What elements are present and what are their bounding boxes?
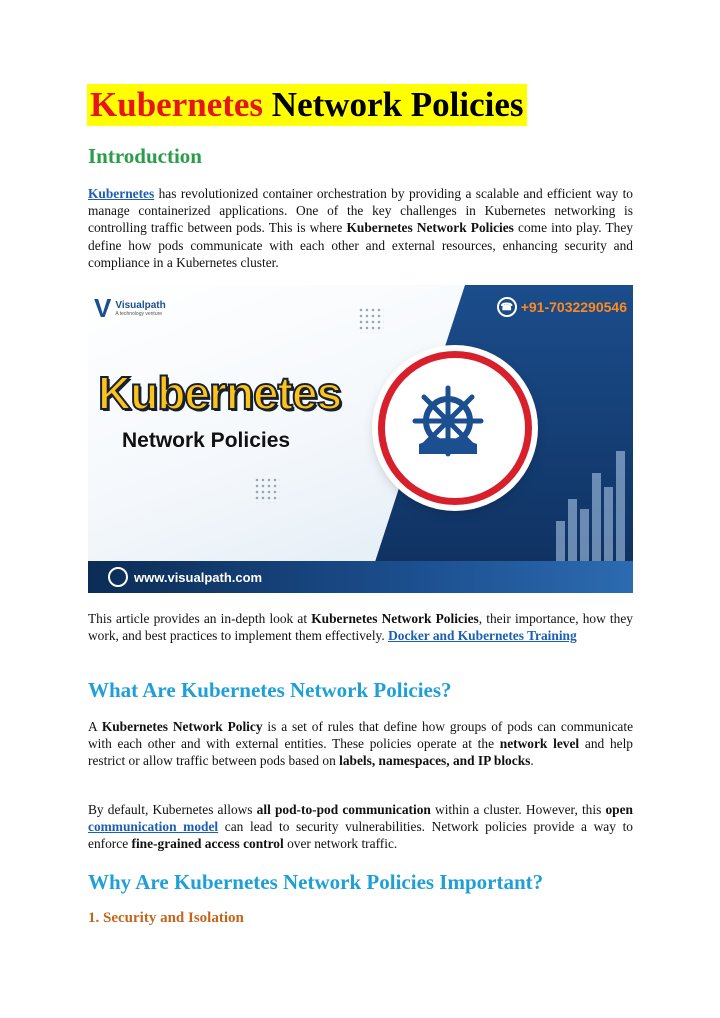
- website-label: [108, 567, 262, 587]
- title-rest: Network Policies: [263, 85, 524, 124]
- what-p2-text-c: within a cluster. However, this: [430, 802, 606, 817]
- logo-v-mark: V: [94, 293, 112, 323]
- title-highlight: Kubernetes: [90, 85, 264, 124]
- what-p2-bold-d: open: [605, 802, 633, 817]
- phone-icon: ☎: [497, 297, 517, 317]
- article-text-2: , their importance, how they work, and best practices to implement them effectively.: [88, 611, 633, 644]
- phone-contact: [497, 297, 627, 317]
- communication-model-link[interactable]: communication model: [88, 819, 219, 835]
- visualpath-logo: [94, 295, 166, 321]
- article-paragraph: [88, 610, 633, 644]
- article-bold-1: Kubernetes Network Policies: [311, 611, 479, 626]
- introduction-heading: Introduction: [88, 144, 202, 168]
- intro-paragraph: [88, 185, 633, 271]
- globe-icon: [108, 567, 128, 587]
- kubernetes-link[interactable]: Kubernetes: [88, 186, 155, 201]
- what-p2-bold-g: fine-grained access control: [131, 836, 284, 852]
- docker-kubernetes-training-link[interactable]: Docker and Kubernetes Training: [388, 628, 577, 644]
- what-p1-bold-d: network level: [499, 736, 580, 752]
- what-p2-bold-b: all pod-to-pod communication: [256, 802, 431, 817]
- what-p1-bold-b: Kubernetes Network Policy: [101, 719, 263, 734]
- what-p2-text-h: over network traffic.: [283, 836, 398, 852]
- what-p1-text-g: .: [530, 753, 534, 769]
- intro-text-1: has revolutionized container orchestration by providing a scalable and efficient way to manage containerized applications. One of the key challenges in Kubernetes networking is controlling traffic between pods. This is where: [88, 186, 633, 236]
- ship-wheel-icon: [411, 384, 485, 458]
- dot-grid-decoration: [358, 307, 384, 333]
- logo-tagline: A technology venture: [115, 310, 163, 317]
- banner-subheadline: Network Policies: [122, 429, 291, 452]
- why-important-heading: Why Are Kubernetes Network Policies Important?: [88, 870, 544, 894]
- what-paragraph-1: [88, 718, 633, 770]
- dot-grid-decoration: [254, 477, 280, 503]
- page-title: [87, 84, 527, 126]
- what-p1-text-e: and help restrict or allow traffic between pods based on: [88, 736, 633, 769]
- phone-number: +91-7032290546: [520, 299, 627, 315]
- banner-image: [88, 285, 633, 593]
- what-p1-text-c: is a set of rules that define how groups of pods can communicate with each other and with external entities. These policies operate at the: [88, 719, 634, 752]
- banner-headline: Kubernetes: [98, 367, 342, 419]
- kubernetes-emblem: [378, 351, 532, 505]
- what-paragraph-2: [88, 801, 633, 853]
- what-are-heading: What Are Kubernetes Network Policies?: [88, 678, 452, 702]
- intro-text-2: come into play. They define how pods communicate with each other and external resources, enhancing security and compliance in a Kubernetes cluster.: [88, 220, 633, 270]
- what-p1-text-a: A: [88, 719, 102, 734]
- website-url: www.visualpath.com: [134, 569, 263, 585]
- security-isolation-subheading: 1. Security and Isolation: [88, 910, 244, 926]
- bar-graph-decoration: [556, 451, 625, 561]
- intro-bold-1: Kubernetes Network Policies: [346, 220, 514, 236]
- what-p1-bold-f: labels, namespaces, and IP blocks: [339, 753, 531, 769]
- what-p2-text-f: can lead to security vulnerabilities. Network policies provide a way to enforce: [88, 819, 633, 852]
- what-p2-text-a: By default, Kubernetes allows: [88, 802, 257, 817]
- logo-brand: Visualpath: [115, 299, 166, 311]
- article-text-1: This article provides an in-depth look at: [88, 611, 312, 626]
